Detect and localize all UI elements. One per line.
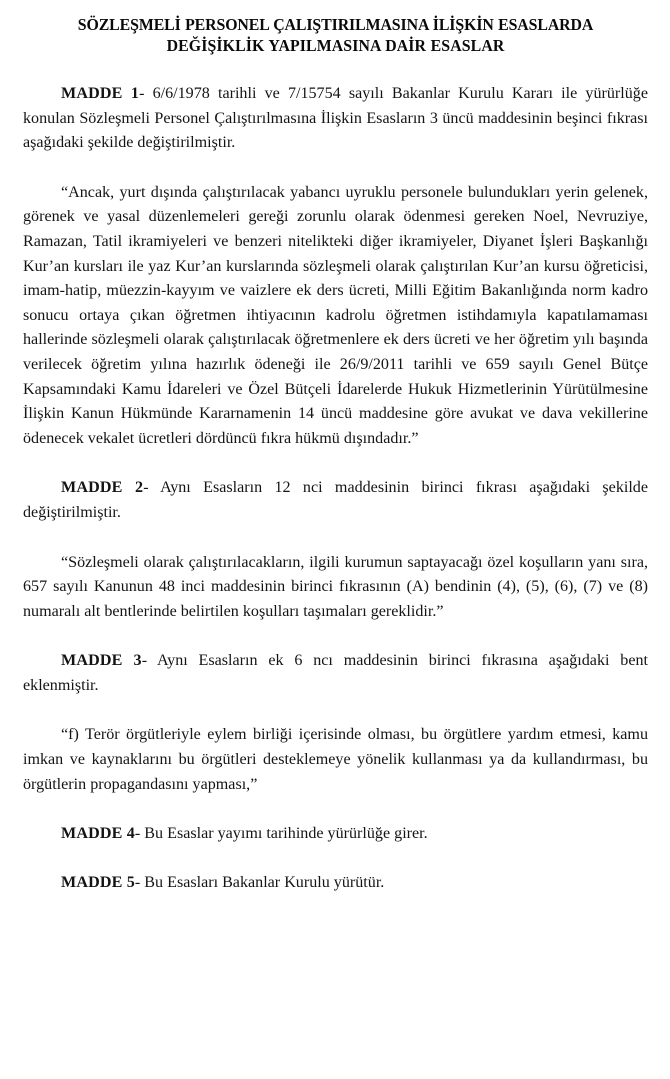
article-3-label: MADDE 3	[61, 652, 142, 670]
article-1-quote: “Ancak, yurt dışında çalıştırılacak yabancı uyruklu personele bulundukları yerin gelenek, görenek ve yasal düzenlemeleri gereği zorunlu olarak ödenmesi gereken Noel, Nevruziye, Ramazan, Tatil ikramiyeleri ve benzeri nitelikteki diğer ikramiyeler, Diyanet İşleri Başkanlığı Kur’an kursları ile yaz Kur’an kurslarında sözleşmeli olarak çalıştırılan Kur’an kursu öğreticisi, imam-hatip, müezzin-kayyım ve vaizlere ek ders ücreti, Milli Eğitim Bakanlığında norm kadro sonucu ortaya çıkan öğretmen ihtiyacının kadrolu öğretmen istihdamıyla kapatılamaması hallerinde sözleşmeli olarak çalıştırılacak öğretmenlere ek ders ücreti ve her öğretim yılı başında verilecek öğretim yılına hazırlık ödeneği ile 26/9/2011 tarihli ve 659 sayılı Genel Bütçe Kapsamındaki Kamu İdareleri ve Özel Bütçeli İdarelerde Hukuk Hizmetlerinin Yürütülmesine İlişkin Kanun Hükmünde Kararnamenin 14 üncü maddesine göre avukat ve dava vekillerine ödenecek vekalet ücretleri dördüncü fıkra hükmü dışındadır.”	[23, 183, 648, 447]
article-2-label: MADDE 2	[61, 479, 144, 497]
article-3-body: - Aynı Esasların ek 6 ncı maddesinin birinci fıkrasına aşağıdaki bent eklenmiştir.	[23, 652, 648, 694]
article-5-paragraph	[23, 871, 648, 896]
article-5-body: - Bu Esasları Bakanlar Kurulu yürütür.	[134, 873, 385, 891]
article-1-body: - 6/6/1978 tarihli ve 7/15754 sayılı Bakanlar Kurulu Kararı ile yürürlüğe konulan Sözleşmeli Personel Çalıştırılmasına İlişkin Esasların 3 üncü maddesinin beşinci fıkrası aşağıdaki şekilde değiştirilmiştir.	[23, 85, 648, 152]
article-3-quote: “f) Terör örgütleriyle eylem birliği içerisinde olması, bu örgütlere yardım etmesi, kamu imkan ve kaynaklarını bu örgütleri desteklemeye yönelik kullanması ya da kullandırması, bu örgütlerin propagandasını yapması,”	[23, 726, 648, 793]
article-4-label: MADDE 4	[61, 825, 135, 843]
article-4-paragraph	[23, 822, 648, 847]
article-5-label: MADDE 5	[61, 873, 135, 891]
spacer-before-article-4	[23, 797, 648, 822]
spacer-article-3-quote	[23, 698, 648, 723]
article-2-body: - Aynı Esasların 12 nci maddesinin birinci fıkrası aşağıdaki şekilde değiştirilmiştir.	[23, 479, 648, 521]
article-1-paragraph	[23, 82, 648, 156]
article-2-paragraph	[23, 476, 648, 525]
article-2-quote: “Sözleşmeli olarak çalıştırılacakların, ilgili kurumun saptayacağı özel koşulların yanı sıra, 657 sayılı Kanunun 48 inci maddesinin birinci fıkrasının (A) bendinin (4), (5), (6), (7) ve (8) numaralı alt bentlerinde belirtilen koşulları taşımaları gereklidir.”	[23, 553, 648, 620]
document-content	[23, 0, 648, 895]
article-3-paragraph	[23, 649, 648, 698]
spacer-before-article-5	[23, 847, 648, 871]
spacer-article-1-quote	[23, 156, 648, 181]
spacer-article-2-quote	[23, 526, 648, 551]
spacer-after-title	[23, 56, 648, 82]
spacer-before-article-3	[23, 624, 648, 649]
spacer-before-article-2	[23, 451, 648, 476]
page-title-line-2: DEĞİŞİKLİK YAPILMASINA DAİR ESASLAR	[166, 36, 505, 55]
article-4-body: - Bu Esaslar yayımı tarihinde yürürlüğe girer.	[134, 825, 428, 843]
page-title-line-1: SÖZLEŞMELİ PERSONEL ÇALIŞTIRILMASINA İLİŞKİN ESASLARDA	[77, 15, 594, 34]
article-1-label: MADDE 1	[61, 85, 140, 102]
page-title	[37, 14, 634, 56]
